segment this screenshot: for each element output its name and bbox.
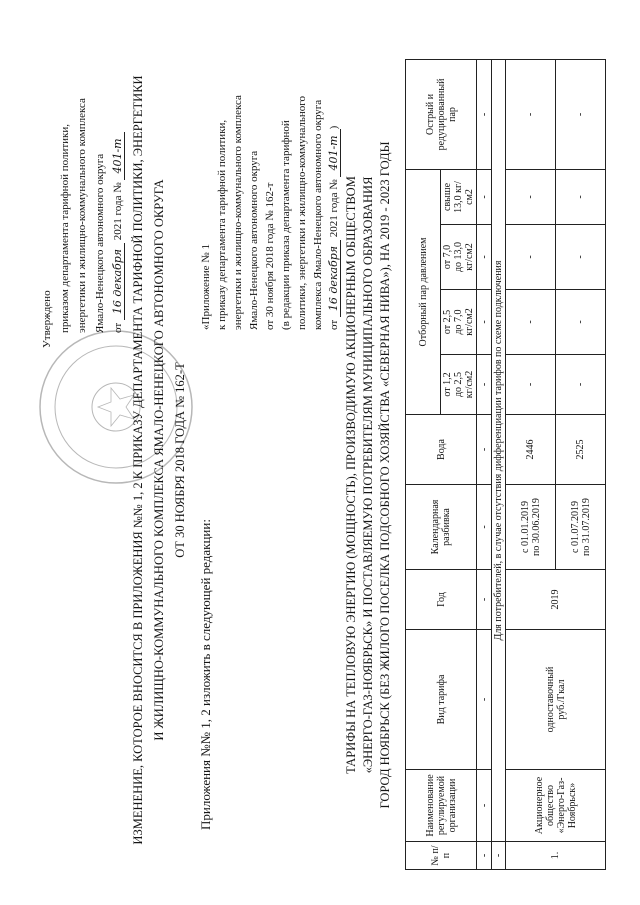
table-cell: - [477, 355, 492, 415]
approval-line: Ямало-Ненецкого автономного округа [93, 153, 106, 333]
table-title-line: ГОРОД НОЯБРЬСК (БЕЗ ЖИЛОГО ПОСЕЛКА ПОДСОБНОГО ХОЗЯЙСТВА «СЕВЕРНАЯ НИВА»), НА 2019 - 2023 ГОДЫ [378, 141, 392, 809]
row-year: 2019 [506, 570, 606, 630]
row-steam: - [506, 355, 556, 415]
period-from: с 01.07.2019 [569, 501, 581, 553]
header-sharp-steam [406, 59, 477, 169]
table-cell: - [477, 225, 492, 290]
appendix-line: от 30 ноября 2018 года № 162-т [264, 182, 276, 330]
table-cell: - [477, 290, 492, 355]
table-header-row [406, 59, 441, 869]
table-group-row [492, 59, 506, 869]
header-org: Наименование регулируемой организации [406, 770, 477, 842]
appendix-date-line [326, 95, 342, 330]
approval-date-prefix: от [112, 322, 124, 333]
title-line: ОТ 30 НОЯБРЯ 2018 ГОДА № 162-Т [173, 362, 187, 558]
title-line: И ЖИЛИЩНО-КОММУНАЛЬНОГО КОМПЛЕКСА ЯМАЛО-НЕНЕЦКОГО АВТОНОМНОГО ОКРУГА [152, 179, 166, 741]
table-cell: - [477, 770, 492, 842]
header-year: Год [406, 570, 477, 630]
row-sharp-steam: - [556, 59, 606, 169]
row-sharp-steam: - [506, 59, 556, 169]
period-to: по 31.07.2019 [580, 498, 592, 556]
header-steam-label: свыше 13,0 кг/см2 [442, 181, 475, 213]
tariff-unit: руб./Гкал [555, 679, 567, 720]
title-line: ИЗМЕНЕНИЕ, КОТОРОЕ ВНОСИТСЯ В ПРИЛОЖЕНИЯ №№ 1, 2 К ПРИКАЗУ ДЕПАРТАМЕНТА ТАРИФНОЙ ПОЛИТИКИ, ЭНЕРГЕТИКИ [131, 75, 145, 845]
row-period [556, 485, 606, 570]
row-steam: - [556, 169, 606, 224]
header-num: № п/п [406, 842, 477, 870]
header-steam-1 [441, 355, 477, 415]
appendix-line: к приказу департамента тарифной политики, [216, 119, 228, 330]
header-steam-label: от 1,2 до 2,5 кг/см2 [442, 370, 475, 399]
row-tariff [506, 630, 606, 770]
table-row [477, 59, 492, 869]
appendix-date-middle: 2021 года № [328, 179, 340, 238]
row-steam: - [556, 290, 606, 355]
header-steam-4 [441, 169, 477, 224]
row-num: 1. [506, 842, 606, 870]
header-water: Вода [406, 415, 477, 485]
header-steam-3 [441, 225, 477, 290]
appendix-line: комплекса Ямало-Ненецкого автономного округа [312, 99, 324, 330]
table-title-line: «ЭНЕРГО-ГАЗ-НОЯБРЬСК» И ПОСТАВЛЯЕМУЮ ПОТРЕБИТЕЛЯМ МУНИЦИПАЛЬНОГО ОБРАЗОВАНИЯ [361, 176, 375, 774]
table-row [506, 59, 556, 869]
row-steam: - [506, 225, 556, 290]
row-steam: - [506, 290, 556, 355]
row-period [506, 485, 556, 570]
row-water: 2525 [556, 415, 606, 485]
header-sharp-steam-label: Острый и редуцированный пар [424, 78, 458, 151]
table-title-line: ТАРИФЫ НА ТЕПЛОВУЮ ЭНЕРГИЮ (МОЩНОСТЬ), ПРОИЗВОДИМУЮ АКЦИОНЕРНЫМ ОБЩЕСТВОМ [344, 176, 358, 774]
appendix-line: энергетики и жилищно-коммунального комплекса [232, 95, 244, 330]
appendix-date-handwritten: 16 декабря [327, 240, 341, 317]
table-cell: - [477, 842, 492, 870]
appendix-line: «Приложение № 1 [200, 243, 212, 330]
row-steam: - [506, 169, 556, 224]
appendix-line: (в редакции приказа департамента тарифной [280, 120, 292, 330]
header-period: Календарная разбивка [406, 485, 477, 570]
approval-heading: Утверждено [41, 290, 53, 348]
appendix-number-handwritten: 401-т [327, 129, 341, 176]
row-water: 2446 [506, 415, 556, 485]
header-steam-label: от 7,0 до 13,0 кг/см2 [442, 241, 475, 273]
header-steam-2 [441, 290, 477, 355]
header-tariff: Вид тарифа [406, 630, 477, 770]
appendix-closing: ) [328, 125, 340, 130]
period-to: по 30.06.2019 [530, 498, 542, 556]
appendix-block [198, 95, 342, 330]
appendix-date-prefix: от [328, 319, 340, 330]
row-steam: - [556, 355, 606, 415]
table-cell: - [477, 169, 492, 224]
document-title [128, 15, 191, 905]
table-cell: - [477, 59, 492, 169]
table-cell: - [477, 485, 492, 570]
approval-date-handwritten: 16 декабря [111, 243, 125, 320]
table-cell: - [477, 570, 492, 630]
approval-line: энергетики и жилищно-коммунального комплекса [76, 98, 88, 333]
row-steam: - [556, 225, 606, 290]
group-text: Для потребителей, в случае отсутствия дифференциации тарифов по схеме подключения [492, 59, 506, 841]
appendix-line: политики, энергетики и жилищно-коммунального [296, 96, 308, 330]
group-num: - [492, 842, 506, 870]
period-from: с 01.01.2019 [519, 501, 531, 553]
tariff-type: одноставочный [544, 666, 556, 733]
row-org: Акционерное общество «Энерго-Газ-Ноябрьск» [506, 770, 606, 842]
table-cell: - [477, 630, 492, 770]
approval-number-handwritten: 401-т [111, 132, 125, 179]
approval-date-line [109, 98, 128, 348]
approval-date-middle: 2021 года № [112, 182, 124, 241]
header-steam-label: от 2,5 до 7,0 кг/см2 [442, 308, 475, 336]
approval-block [39, 98, 128, 348]
appendix-line: Ямало-Ненецкого автономного округа [248, 150, 260, 330]
tariff-table [405, 59, 606, 870]
table-cell: - [477, 415, 492, 485]
intro-text: Приложения №№ 1, 2 изложить в следующей редакции: [198, 519, 213, 830]
approval-line: приказом департамента тарифной политики, [58, 124, 71, 333]
header-steam-group: Отборный пар давлением [406, 169, 441, 414]
table-title [343, 45, 394, 905]
